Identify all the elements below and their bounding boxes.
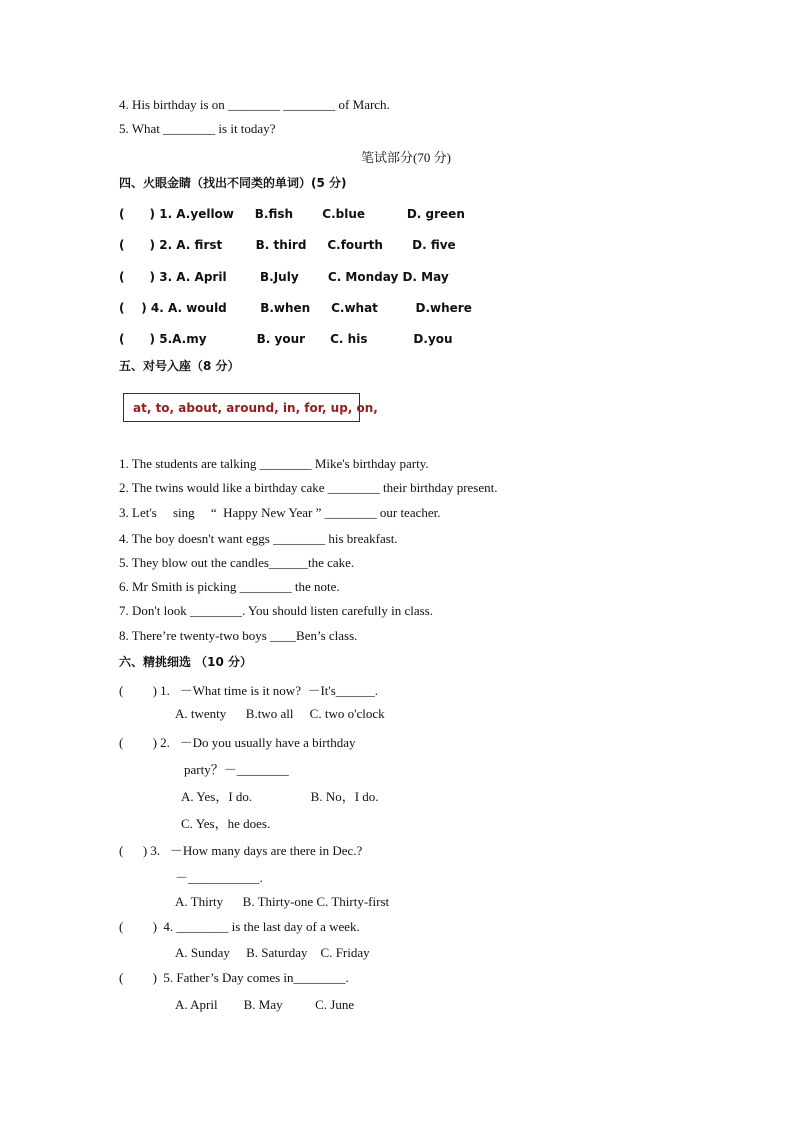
- fill-in-question-4: 4. His birthday is on ________ ________ of March.: [119, 97, 390, 112]
- choice-question-continued: party？－________: [184, 762, 289, 777]
- written-part-title: 笔试部分(70 分): [361, 150, 451, 165]
- fill-blank-sentence: 3. Let's sing “ Happy New Year ” ________ our teacher.: [119, 505, 441, 520]
- odd-one-out-question: ( ) 2. A. first B. third C.fourth D. five: [119, 238, 456, 252]
- fill-blank-sentence: 5. They blow out the candles______the cake.: [119, 555, 355, 570]
- odd-one-out-question: ( ) 5.A.my B. your C. his D.you: [119, 332, 453, 346]
- choice-options: A. Sunday B. Saturday C. Friday: [175, 945, 370, 960]
- choice-question-continued: －___________.: [175, 870, 263, 885]
- fill-blank-sentence: 6. Mr Smith is picking ________ the note.: [119, 579, 340, 594]
- word-bank-box: [123, 393, 378, 422]
- choice-question: ( ) 1. －What time is it now? －It's______.: [119, 683, 379, 698]
- fill-in-question-5: 5. What ________ is it today?: [119, 121, 276, 136]
- section-6-title: 六、精挑细选 （10 分）: [119, 655, 253, 669]
- choice-options: A. Thirty B. Thirty-one C. Thirty-first: [175, 894, 390, 909]
- choice-options: A. April B. May C. June: [175, 997, 355, 1012]
- choice-question: ( ) 4. ________ is the last day of a week.: [119, 919, 360, 934]
- odd-one-out-question: ( ) 4. A. would B.when C.what D.where: [119, 301, 472, 315]
- choice-question: ( ) 5. Father’s Day comes in________.: [119, 970, 349, 985]
- choice-question: ( ) 3. －How many days are there in Dec.?: [119, 843, 363, 858]
- choice-options: A. twenty B.two all C. two o'clock: [175, 706, 385, 721]
- odd-one-out-question: ( ) 3. A. April B.July C. Monday D. May: [119, 270, 449, 284]
- fill-blank-sentence: 7. Don't look ________. You should listen carefully in class.: [119, 603, 433, 618]
- choice-question: ( ) 2. －Do you usually have a birthday: [119, 735, 356, 750]
- section-5-title: 五、对号入座（8 分）: [119, 359, 240, 373]
- section-4-title: 四、火眼金睛（找出不同类的单词）(5 分): [119, 176, 347, 190]
- fill-blank-sentence: 2. The twins would like a birthday cake ________ their birthday present.: [119, 480, 498, 495]
- choice-options: C. Yes，he does.: [181, 816, 271, 831]
- odd-one-out-question: ( ) 1. A.yellow B.fish C.blue D. green: [119, 207, 465, 221]
- fill-blank-sentence: 4. The boy doesn't want eggs ________ his breakfast.: [119, 531, 398, 546]
- choice-options: A. Yes，I do. B. No，I do.: [181, 789, 379, 804]
- word-bank-text: at, to, about, around, in, for, up, on,: [133, 401, 378, 415]
- fill-blank-sentence: 8. There’re twenty-two boys ____Ben’s class.: [119, 628, 358, 643]
- fill-blank-sentence: 1. The students are talking ________ Mike's birthday party.: [119, 456, 429, 471]
